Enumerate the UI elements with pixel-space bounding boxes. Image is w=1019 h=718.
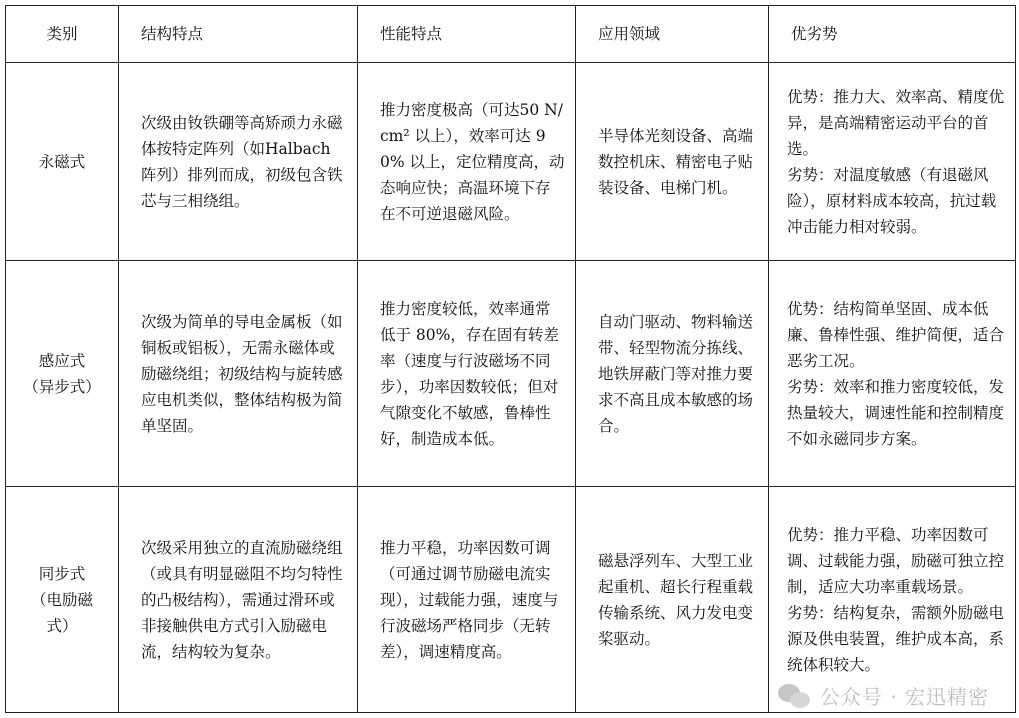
type-cell xyxy=(6,487,119,713)
header-performance: 性能特点 xyxy=(358,6,576,63)
type-cell xyxy=(6,261,119,487)
applications-cell: 自动门驱动、物料输送带、轻型物流分拣线、地铁屏蔽门等对推力要求不高且成本敏感的场合。 xyxy=(576,261,769,487)
performance-cell: 推力平稳，功率因数可调（可通过调节励磁电流实现），过载能力强，速度与行波磁场严格同步（无转差），调速精度高。 xyxy=(358,487,576,713)
pros-cons-cell xyxy=(769,63,1016,261)
structure-cell: 次级为简单的导电金属板（如铜板或铝板），无需永磁体或励磁绕组；初级结构与旋转感应电机类似，整体结构极为简单坚固。 xyxy=(119,261,358,487)
cons-text: 劣势：效率和推力密度较低，发热量较大，调速性能和控制精度不如永磁同步方案。 xyxy=(787,377,1005,448)
type-label: 同步式 xyxy=(38,564,86,583)
header-type: 类别 xyxy=(6,6,119,63)
type-cell xyxy=(6,63,119,261)
performance-cell: 推力密度极高（可达50 N/cm² 以上），效率可达 90% 以上，定位精度高，动态响应快；高温环境下存在不可逆退磁风险。 xyxy=(358,63,576,261)
type-sublabel-end: 式） xyxy=(46,616,78,635)
performance-cell: 推力密度较低，效率通常低于 80%，存在固有转差率（速度与行波磁场不同步），功率因数较低；但对气隙变化不敏感，鲁棒性好，制造成本低。 xyxy=(358,261,576,487)
type-label: 永磁式 xyxy=(38,152,86,171)
structure-cell: 次级采用独立的直流励磁绕组（或具有明显磁阻不均匀特性的凸极结构），需通过滑环或非接触供电方式引入励磁电流，结构较为复杂。 xyxy=(119,487,358,713)
type-sublabel: （异步式） xyxy=(23,377,101,396)
table-row xyxy=(6,487,1016,713)
header-row xyxy=(6,6,1016,63)
pros-cons-cell xyxy=(769,487,1016,713)
header-pros-cons: 优劣势 xyxy=(769,6,1016,63)
pros-text: 优势：结构简单坚固、成本低廉、鲁棒性强、维护简便，适合恶劣工况。 xyxy=(787,299,1005,370)
watermark-text: 公众号 · 宏迅精密 xyxy=(819,685,989,709)
header-applications: 应用领域 xyxy=(576,6,769,63)
applications-cell: 磁悬浮列车、大型工业起重机、超长行程重载传输系统、风力发电变桨驱动。 xyxy=(576,487,769,713)
motor-comparison-table xyxy=(5,5,1016,713)
pros-text: 优势：推力大、效率高、精度优异，是高端精密运动平台的首选。 xyxy=(787,87,1005,158)
pros-cons-cell xyxy=(769,261,1016,487)
type-sublabel: （电励磁 xyxy=(30,590,93,609)
type-label: 感应式 xyxy=(38,351,86,370)
cons-text: 劣势：对温度敏感（有退磁风险），原材料成本较高，抗过载冲击能力相对较弱。 xyxy=(787,165,997,236)
table-row xyxy=(6,261,1016,487)
table-row xyxy=(6,63,1016,261)
header-structure: 结构特点 xyxy=(119,6,358,63)
applications-cell: 半导体光刻设备、高端数控机床、精密电子贴装设备、电梯门机。 xyxy=(576,63,769,261)
pros-text: 优势：推力平稳、功率因数可调、过载能力强，励磁可独立控制，适应大功率重载场景。 xyxy=(787,525,1005,596)
structure-cell: 次级由钕铁硼等高矫顽力永磁体按特定阵列（如Halbach 阵列）排列而成，初级包含铁芯与三相绕组。 xyxy=(119,63,358,261)
cons-text: 劣势：结构复杂，需额外励磁电源及供电装置，维护成本高，系统体积较大。 xyxy=(787,603,1005,674)
